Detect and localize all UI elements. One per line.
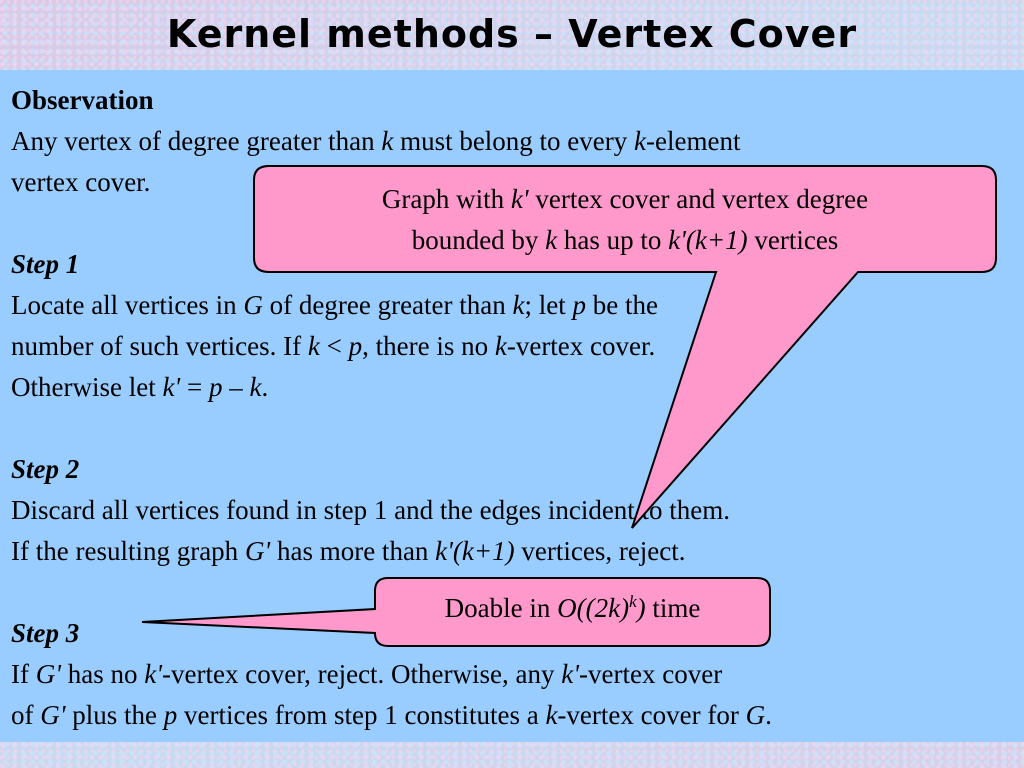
step1-heading: Step 1 [11, 249, 80, 279]
step2-line-2: If the resulting graph G' has more than k'(k+1) vertices, reject. [11, 536, 686, 566]
slide-title: Kernel methods – Vertex Cover [166, 12, 858, 56]
step2-heading: Step 2 [11, 454, 80, 484]
step3-line-2: of G' plus the p vertices from step 1 constitutes a k-vertex cover for G. [11, 700, 772, 730]
callout-graph-text [258, 179, 992, 261]
observation-line-1: Any vertex of degree greater than k must belong to every k-element [11, 126, 741, 156]
observation-heading: Observation [11, 85, 154, 115]
callout-graph-line-2: bounded by k has up to k'(k+1) vertices [411, 225, 839, 255]
step3-line-1: If G' has no k'-vertex cover, reject. Otherwise, any k'-vertex cover [11, 659, 723, 689]
callout-graph-line-1: Graph with k' vertex cover and vertex degree [381, 184, 869, 214]
step1-line-2: number of such vertices. If k < p, there is no k-vertex cover. [11, 331, 656, 361]
step2-line-1: Discard all vertices found in step 1 and the edges incident to them. [11, 495, 731, 525]
step1-line-3: Otherwise let k' = p – k. [11, 372, 269, 402]
callout-time-text: Doable in $O((2k)^k)$ time [444, 592, 701, 623]
observation-line-2: vertex cover. [11, 167, 151, 197]
step1-line-1: Locate all vertices in G of degree greater than k; let p be the [11, 290, 658, 320]
step3-heading: Step 3 [11, 618, 80, 648]
